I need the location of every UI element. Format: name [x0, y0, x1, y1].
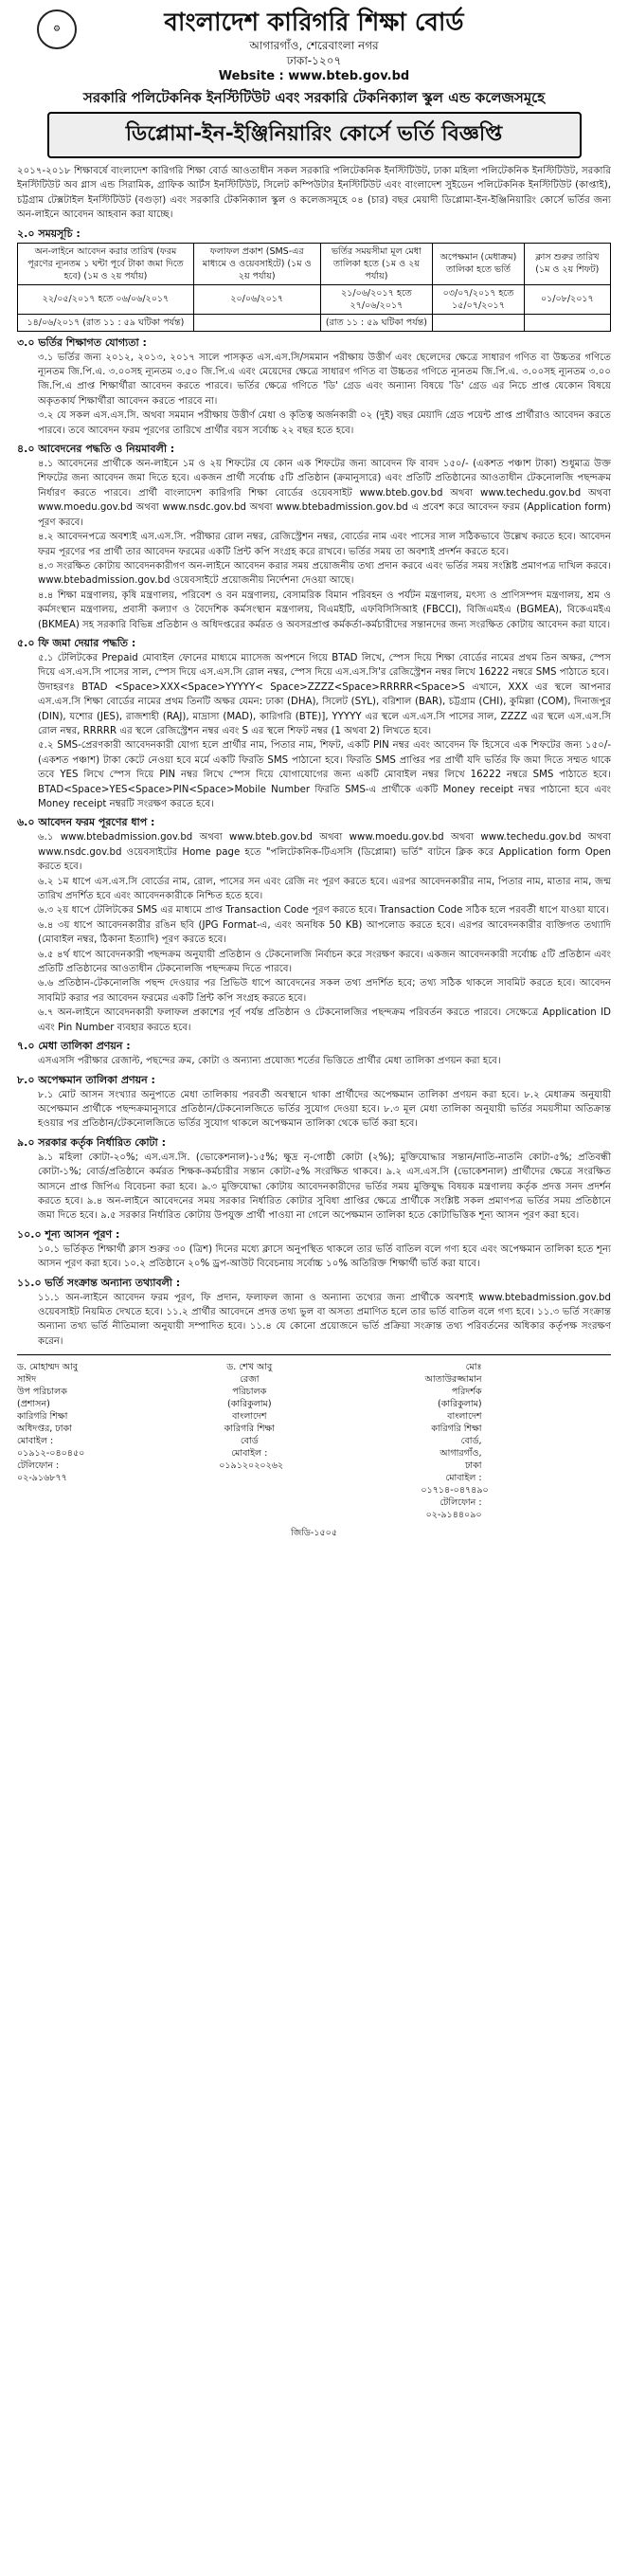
page-title: বাংলাদেশ কারিগরি শিক্ষা বোর্ড — [164, 9, 464, 37]
table-header-cell: ভর্তির সময়সীমা মূল মেধা তালিকা হতে (১ম ও ২য় পর্যায়) — [320, 243, 433, 284]
paragraph: ৩.১ ভর্তির জন্য ২০১২, ২০১৩, ২০১৭ সালে পাসকৃত এস.এস.সি/সমমান পরীক্ষায় উত্তীর্ণ এবং ছেলেদের ক্ষেত্রে সাধারণ গণিত বা উচ্চতর গণিতে ন্যূনতম জি.পি.এ. ৩.০০সহ ন্যূনতম ৩.৫০ জি.পি.এ এবং মেয়েদের ক্ষেত্রে সাধারণ গণিত বা উচ্চতর গণিতে ন্যূনতম জি.পি.এ. ৩.০০সহ ন্যূনতম ৩.০০ জি.পি.এ প্রাপ্ত শিক্ষার্থীরা আবেদন করতে পারবে। ভর্তির ক্ষেত্রে গণিতে 'ডি' গ্রেড এবং অন্যান্য বিষয়ে 'ডি' গ্রেড এর নিচে প্রাপ্ত যেকোন বিষয়ে অকৃতকার্য শিক্ষার্থীরা আবেদন করতে পারবে না। — [38, 352, 611, 407]
paragraph: উদাহরণঃ BTAD <Space>XXX<Space>YYYYY< Space>ZZZZ<Space>RRRRR<Space>S এখানে, XXX এর স্থলে আপনার এস.এস.সি শিক্ষা বোর্ডের নামের প্রথম তিনটি অক্ষর যেমন: ঢাকা (DHA), সিলেট (SYL), বরিশাল (BAR), চট্টগ্রাম (CHI), কুমিল্লা (COM), দিনাজপুর (DIN), যশোর (JES), রাজশাহী (RAJ), মাদ্রাসা (MAD), কারিগরি (BTE)], YYYYY এর স্থলে এস.এস.সি পাসের সাল, ZZZZ এর স্থলে এস.এস.সি রোল নম্বর, RRRRR এর স্থলে রেজিস্ট্রেশন নম্বর এবং S এর স্থলে শিফট নম্বর (1 অথবা 2) লিখতে হবে। — [38, 681, 611, 736]
table-cell — [193, 314, 320, 331]
paragraph: ৬.৪ ৩য় ধাপে আবেদনকারীর রঙিন ছবি (JPG Format-এ, এবং অনধিক 50 KB) আপলোড করতে হবে। এরপর আবেদনকারীর ব্যক্তিগত তথ্যাদি (মোবাইল নম্বর, ঠিকানা ইত্যাদি) পূরণ করতে হবে। — [38, 919, 611, 946]
table-header-cell: ক্লাস শুরুর তারিখ (১ম ও ২য় শিফট) — [524, 243, 610, 284]
section-heading: ৫.০ ফি জমা দেয়ার পদ্ধতি : — [17, 636, 136, 649]
section-heading: ৪.০ আবেদনের পদ্ধতি ও নিয়মাবলী : — [17, 443, 175, 456]
header — [17, 8, 611, 108]
section-heading: ১১.০ ভর্তি সংক্রান্ত অন্যান্য তথ্যাবলী : — [17, 1276, 181, 1289]
divider — [17, 1354, 611, 1355]
table-cell: ০৩/০৭/২০১৭ হতে ১৫/০৭/২০১৭ — [433, 284, 524, 314]
paragraph: ৪.৪ শিক্ষা মন্ত্রণালয়, কৃষি মন্ত্রণালয়, পরিবেশ ও বন মন্ত্রণালয়, বেসামরিক বিমান পরিবহন ও পর্যটন মন্ত্রণালয়, মৎস্য ও প্রাণিসম্পদ মন্ত্রণালয়, শ্রম ও কর্মসংস্থান মন্ত্রণালয়, প্রবাসী কল্যাণ ও বৈদেশিক কর্মসংস্থান মন্ত্রণালয়, বিএমইটি, এফবিসিসিআই (FBCCI), বিজিএমইএ (BGMEA), বিকেএমইএ (BKMEA) সহ সরকারি বিভিন্ন প্রতিষ্ঠান ও অধিদপ্তরের কর্মরত ও অবসরপ্রাপ্ত কর্মকর্তা-কর্মচারীদের সন্তানদের জন্য সংরক্ষিত কোটায় আবেদন করা যাবে। — [38, 590, 611, 630]
paragraph: ৩.২ যে সকল এস.এস.সি. অথবা সমমান পরীক্ষায় উত্তীর্ণ মেধা ও কৃতিত্ব অর্জনকারী ০২ (দুই) বছর মেয়াদি গ্রেড পয়েন্ট প্রাপ্ত প্রার্থীরাও আবেদন করতে পারবে। তবে আবেদন ফরম পূরণের তারিখে প্রার্থীর বয়স সর্বোচ্চ ২২ বছর হতে হবে। — [38, 410, 611, 436]
address-line-1: আগারগাঁও, শেরেবাংলা নগর — [249, 39, 379, 52]
page — [9, 0, 619, 2576]
signatory-phone: মোবাইল : ০১৭১৪-০৪৭৪৯০ — [421, 1473, 489, 1497]
signatory-tel: টেলিফোন : ০২-৯১৪৪০৯০ — [425, 1497, 482, 1521]
table-row — [18, 284, 611, 314]
table-row — [18, 314, 611, 331]
table-header-cell: ফলাফল প্রকাশ (SMS-এর মাধ্যমে ও ওয়েবসাইটে) (১ম ও ২য় পর্যায়) — [193, 243, 320, 284]
paragraph: ৫.১ টেলিটকের Prepaid মোবাইল ফোনের মাধ্যমে ম্যাসেজ অপশনে গিয়ে BTAD লিখে, স্পেস দিয়ে শিক্ষা বোর্ডের নামের প্রথম তিন অক্ষর, স্পেস দিয়ে এস.এস.সি পাসের সাল, স্পেস দিয়ে এস.এস.সি রোল নম্বর, স্পেস দিয়ে এস.এস.সি'র রেজিস্ট্রেশন নম্বর লিখে 16222 নম্বরে SMS পাঠাতে হবে। — [38, 652, 611, 679]
signatory-org: বাংলাদেশ কারিগরি শিক্ষা বোর্ড — [224, 1411, 275, 1447]
paragraph: ৪.১ আবেদনের প্রার্থীকে অন-লাইনে ১ম ও ২য় শিফটের যে কোন এক শিফটের জন্য আবেদন ফি বাবদ ১৫০/- (একশত পঞ্চাশ টাকা) শুধুমাত্র উক্ত শিফটের জন্য আবেদন জমা দিতে হবে। একজন প্রার্থী সর্বোচ্চ ৫টি প্রতিষ্ঠান (ক্রমানুসারে) এবং প্রতিটি প্রতিষ্ঠানের আওতাধীন টেকনোলজি পছন্দক্রম নির্ধারণ করতে পারবে। প্রার্থী বাংলাদেশ কারিগরি শিক্ষা বোর্ডের ওয়েবসাইট www.bteb.gov.bd অথবা www.techedu.gov.bd অথবা www.moedu.gov.bd অথবা www.nsdc.gov.bd অথবা www.btebadmission.gov.bd এ প্রবেশ করে আবেদন ফরম (Application form) পূরণ করবে। — [38, 459, 611, 528]
signatory-name: ড. মোহাম্মদ আবু সাঈদ — [17, 1362, 79, 1386]
section-heading: ৩.০ ভর্তির শিক্ষাগত যোগ্যতা : — [17, 336, 147, 349]
table-header-cell: অপেক্ষমান (মেধাক্রম) তালিকা হতে ভর্তি — [433, 243, 524, 284]
table-cell: ০১/০৮/২০১৭ — [524, 284, 610, 314]
signatory-title: পরিচালক (কারিকুলাম) — [227, 1387, 272, 1410]
address-line-2: ঢাকা-১২০৭ — [286, 54, 342, 67]
section-heading: ৭.০ মেধা তালিকা প্রণয়ন : — [17, 1040, 131, 1053]
website-link[interactable]: Website : www.bteb.gov.bd — [218, 69, 410, 83]
paragraph: ৬.৭ অন-লাইনে আবেদনকারী ফলাফল প্রকাশের পূর্ব পর্যন্ত প্রতিষ্ঠান ও টেকনোলজির পছন্দক্রম পরিবর্তন করতে পারবে। সেক্ষেত্রে Application ID এবং Pin Number ব্যবহার করতে হবে। — [38, 1007, 611, 1033]
paragraph: ৪.৩ সংরক্ষিত কোটায় আবেদনকারীগণ অন-লাইনে আবেদন করার সময় প্রয়োজনীয় তথ্য প্রদান করবে এবং ভর্তির সময় সংশ্লিষ্ট প্রমাণপত্র দাখিল করবে। www.btebadmission.gov.bd ওয়েবসাইটে প্রয়োজনীয় নির্দেশনা দেওয়া আছে। — [38, 560, 611, 587]
signatory-phone: মোবাইল : ০১৯১২০২০২৬২ — [219, 1448, 284, 1472]
paragraph: ৮.১ মোট আসন সংখ্যার অনুপাতে মেধা তালিকায় পরবর্তী অবস্থানে থাকা প্রার্থীদের অপেক্ষমান তালিকা প্রণয়ন করা হবে। ৮.২ মেধাক্রম অনুযায়ী অপেক্ষমান প্রার্থীকে পছন্দক্রমানুসারে প্রতিষ্ঠান/টেকনোলজিতে ভর্তির সুযোগ দেওয়া হবে। ৮.৩ মূল মেধা তালিকা অনুযায়ী ভর্তির সময়সীমা অতিক্রান্ত হওয়ার পর প্রতিষ্ঠান/টেকনোলজিতে ভর্তির সুযোগ থাকলে অপেক্ষমান তালিকা থেকে ভর্তি করা হবে। — [38, 1089, 611, 1130]
signature-middle — [219, 1361, 409, 1521]
table-cell: ২১/০৬/২০১৭ হতে ২৭/০৬/২০১৭ — [320, 284, 433, 314]
signatory-name: ড. শেখ আবু রেজা — [226, 1362, 273, 1386]
signatory-org: কারিগরি শিক্ষা অধিদপ্তর, ঢাকা — [17, 1411, 72, 1435]
signature-right — [421, 1361, 611, 1521]
paragraph: ৬.১ www.btebadmission.gov.bd অথবা www.bteb.gov.bd অথবা www.moedu.gov.bd অথবা www.techedu.gov.bd অথবা www.nsdc.gov.bd ওয়েবসাইটের Home page হতে "পলিটেকনিক-টিএসসি (ডিপ্লোমা) ভর্তি" বাটনে ক্লিক করে Application form Open করতে হবে। — [38, 832, 611, 873]
board-logo-icon: ⚙ — [37, 9, 77, 49]
table-cell: ২২/০৫/২০১৭ হতে ০৬/০৬/২০১৭ — [18, 284, 194, 314]
paragraph: ১০.১ ভর্তিকৃত শিক্ষার্থী ক্লাস শুরুর ৩০ (ত্রিশ) দিনের মধ্যে ক্লাসে অনুপস্থিত থাকলে তার ভর্তি বাতিল বলে গণ্য হবে এবং অপেক্ষমান তালিকা হতে শূন্য আসন পূরণ করা হবে। ১০.২ প্রতিষ্ঠানে ২০% ড্রপ-আউট বিবেচনায় সর্বোচ্চ ১০% অতিরিক্ত শিক্ষার্থী ভর্তি করা যাবে। — [38, 1243, 611, 1270]
signature-left — [17, 1361, 207, 1521]
notice-banner: ডিপ্লোমা-ইন-ইঞ্জিনিয়ারিং কোর্সে ভর্তি বিজ্ঞপ্তি — [47, 112, 582, 158]
schedule-table — [17, 243, 611, 332]
paragraph: ৬.৩ ২য় ধাপে টেলিটকের SMS এর মাধ্যমে প্রাপ্ত Transaction Code পূরণ করতে হবে। Transaction Code সঠিক হলে পরবর্তী ধাপে যাওয়া যাবে। — [38, 905, 609, 916]
section-heading: ৮.০ অপেক্ষমান তালিকা প্রণয়ন : — [17, 1073, 155, 1086]
signature-block — [17, 1361, 611, 1521]
table-cell: ১৪/০৬/২০১৭ (রাত ১১ : ৫৯ ঘটিকা পর্যন্ত) — [18, 314, 194, 331]
signatory-title: উপ পরিচালক (প্রশাসন) — [17, 1387, 67, 1410]
paragraph: এসএসসি পরীক্ষার রেজাল্ট, পছন্দের ক্রম, কোটা ও অন্যান্য প্রযোজ্য শর্তের ভিত্তিতে প্রার্থীর মেধা তালিকা প্রণয়ন করা হবে। — [38, 1056, 501, 1067]
intro-paragraph: ২০১৭-২০১৮ শিক্ষাবর্ষে বাংলাদেশ কারিগরি শিক্ষা বোর্ড আওতাধীন সকল সরকারি পলিটেকনিক ইনস্টিটিউট, ঢাকা মহিলা পলিটেকনিক ইনস্টিটিউট, সরকারি ইনস্টিটিউট অব গ্লাস এন্ড সিরামিক, গ্রাফিক আর্টস ইনস্টিটিউট, সিলেট কম্পিউটার ইনস্টিটিউট এবং বাংলাদেশ সুইডেন পলিটেকনিক ইনস্টিটিউট (কাপ্তাই), চট্টগ্রাম টেক্সটাইল ইনস্টিটিউট (বগুড়া) এবং সরকারি টেকনিক্যাল স্কুল ও কলেজসমূহে ০৪ (চার) বছর মেয়াদী ডিপ্লোমা-ইন-ইঞ্জিনিয়ারিং কোর্সে ভর্তির জন্য অন-লাইনে আবেদন আহবান করা যাচ্ছে। — [17, 166, 611, 221]
paragraph: ৯.১ মহিলা কোটা-২০%; এস.এস.সি. (ভোকেশনাল)-১৫%; ক্ষুদ্র নৃ-গোষ্ঠী কোটা (২%); মুক্তিযোদ্ধার সন্তান/নাতি-নাতনি কোটা-৫%; প্রতিবন্ধী কোটা-১%; বোর্ড/প্রতিষ্ঠানে কর্মরত শিক্ষক-কর্মচারীর সন্তান কোটা-৫% সংরক্ষিত থাকবে। ৯.২ এস.এস.সি (ভোকেশনাল) প্রার্থীদের ক্ষেত্রে সংরক্ষিত আসনে প্রাপ্ত জিপিএ বিবেচনা করা হবে। ৯.৩ মুক্তিযোদ্ধা কোটায় আবেদনকারীদের ভর্তির সময় মুক্তিযুদ্ধ বিষয়ক মন্ত্রণালয় কর্তৃক প্রদত্ত সনদ প্রদর্শন করতে হবে। ৯.৪ অন-লাইনে আবেদনের সময় সরকার নির্ধারিত কোটার সুবিধা প্রাপ্তির ক্ষেত্রে প্রার্থীকে সংশ্লিষ্ট সকল প্রমাণপত্র ভর্তির সময় প্রতিষ্ঠানে জমা দিতে হবে। ৯.৫ সরকার নির্ধারিত কোটায় উপযুক্ত প্রার্থী পাওয়া না গেলে অপেক্ষমান তালিকা হতে কোটাভিত্তিক শূন্য আসন পূরণ করা হবে। — [38, 1152, 611, 1222]
table-cell: (রাত ১১ : ৫৯ ঘটিকা পর্যন্ত) — [320, 314, 433, 331]
paragraph: ৪.২ আবেদনপত্রে অবশ্যই এস.এস.সি. পরীক্ষার রোল নম্বর, রেজিস্ট্রেশন নম্বর, বোর্ডের নাম এবং পাসের সাল সঠিকভাবে উল্লেখ করতে হবে। আবেদন ফরম পূরণের পর প্রার্থী তার আবেদন ফরমের একটি প্রিন্ট কপি সংগ্রহ করে রাখবে। ভর্তির সময় তা অবশ্যই প্রদর্শন করতে হবে। — [38, 532, 611, 557]
signatory-org: বাংলাদেশ কারিগরি শিক্ষা বোর্ড, আগারগাঁও, ঢাকা — [431, 1411, 482, 1472]
paragraph: ৫.২ SMS-প্রেরণকারী আবেদনকারী যোগ্য হলে প্রার্থীর নাম, পিতার নাম, শিফট, একটি PIN নম্বর এবং আবেদন ফি হিসেবে এক শিফটের জন্য ১৫০/-(একশত পঞ্চাশ) টাকা কেটে নেওয়া হবে মর্মে একটি ফিরতি SMS পাঠানো হবে। ফিরতি SMS প্রাপ্তির পর প্রার্থী যদি ভর্তির ফি জমা দিতে সম্মত থাকে তবে YES লিখে স্পেস দিয়ে PIN নম্বর লিখে স্পেস দিয়ে যোগাযোগের জন্য একটি মোবাইল নম্বর লিখে 16222 নম্বরে SMS পাঠাতে হবে। BTAD<Space>YES<Space>PIN<Space>Mobile Number ফিরতি SMS-এ প্রার্থীকে একটি Money receipt নম্বর পাঠানো হবে এবং Money receipt নম্বরটি সংরক্ষণ করতে হবে। — [38, 740, 611, 809]
table-header-cell: অন-লাইনে আবেদন করার তারিখ (ফরম পূরণের ন্যূনতম ১ ঘন্টা পূর্বে টাকা জমা দিতে হবে) (১ম ও ২য় পর্যায়) — [18, 243, 194, 284]
paragraph: ৬.৬ প্রতিষ্ঠান-টেকনোলজি পছন্দ দেওয়ার পর প্রিভিউ ধাপে আবেদনের সকল তথ্য প্রদর্শিত হবে; তথ্য সঠিক থাকলে সাবমিট করতে হবে। আবেদন সাবমিট করার পর আবেদন ফরমের একটি প্রিন্ট কপি সংগ্রহ করতে হবে। — [38, 978, 611, 1004]
section-heading: ২.০ সময়সূচি : — [17, 227, 81, 240]
paragraph: ১১.১ অন-লাইনে আবেদন ফরম পূরণ, ফি প্রদান, ফলাফল জানা ও অন্যান্য তথ্যের জন্য প্রার্থীকে অবশ্যই www.btebadmission.gov.bd ওয়েবসাইট নিয়মিত দেখতে হবে। ১১.২ প্রার্থীর আবেদনে প্রদত্ত তথ্য ভুল বা অসত্য প্রমাণিত হলে তার ভর্তি বাতিল বলে গণ্য হবে। ১১.৩ ভর্তি সংক্রান্ত অন্যান্য তথ্য ভর্তি নীতিমালা অনুযায়ী সম্পাদিত হবে। ১১.৪ যে কোনো প্রয়োজনে ভর্তি প্রক্রিয়া সংক্রান্ত তথ্য পরিবর্তনের অধিকার কর্তৃপক্ষ সংরক্ষণ করেন। — [38, 1292, 611, 1347]
table-cell — [433, 314, 524, 331]
section-heading: ৯.০ সরকার কর্তৃক নির্ধারিত কোটা : — [17, 1135, 166, 1149]
signatory-tel: টেলিফোন : ০২-৯১৬৮৭৭ — [17, 1460, 67, 1484]
signatory-phone: মোবাইল : ০১৯১২-০৪০৪৫০ — [17, 1436, 85, 1460]
subtitle: সরকারি পলিটেকনিক ইনস্টিটিউট এবং সরকারি টেকনিক্যাল স্কুল এন্ড কলেজসমূহে — [82, 89, 546, 106]
signatory-title: পরিদর্শক (কারিকুলাম) — [438, 1387, 482, 1410]
paragraph: ৬.৫ ৪র্থ ধাপে আবেদনকারী পছন্দক্রম অনুযায়ী প্রতিষ্ঠান ও টেকনোলজি নির্বাচন করে সংরক্ষণ করবে। একজন আবেদনকারী সর্বোচ্চ ৫টি প্রতিষ্ঠান এবং প্রতিটি প্রতিষ্ঠানের আওতাধীন টেকনোলজি পছন্দক্রম দিতে পারবে। — [38, 949, 611, 975]
table-cell: ২০/০৬/২০১৭ — [193, 284, 320, 314]
table-cell — [524, 314, 610, 331]
table-row — [18, 243, 611, 284]
paragraph: ৬.২ ১ম ধাপে এস.এস.সি বোর্ডের নাম, রোল, পাসের সন এবং রেজি নং পূরণ করতে হবে। এরপর আবেদনকারীর নাম, পিতার নাম, মাতার নাম, জন্ম তারিখ প্রদর্শিত হবে এবং আবেদনকারীকে নিশ্চিত হতে হবে। — [38, 876, 611, 902]
footer-code: জিডি-১৫০৫ — [290, 1528, 338, 1539]
section-heading: ৬.০ আবেদন ফরম পূরণের ধাপ : — [17, 816, 155, 829]
signatory-name: মোঃ আতাউরজ্জামান — [424, 1362, 482, 1386]
section-heading: ১০.০ শূন্য আসন পূরণ : — [17, 1227, 120, 1241]
